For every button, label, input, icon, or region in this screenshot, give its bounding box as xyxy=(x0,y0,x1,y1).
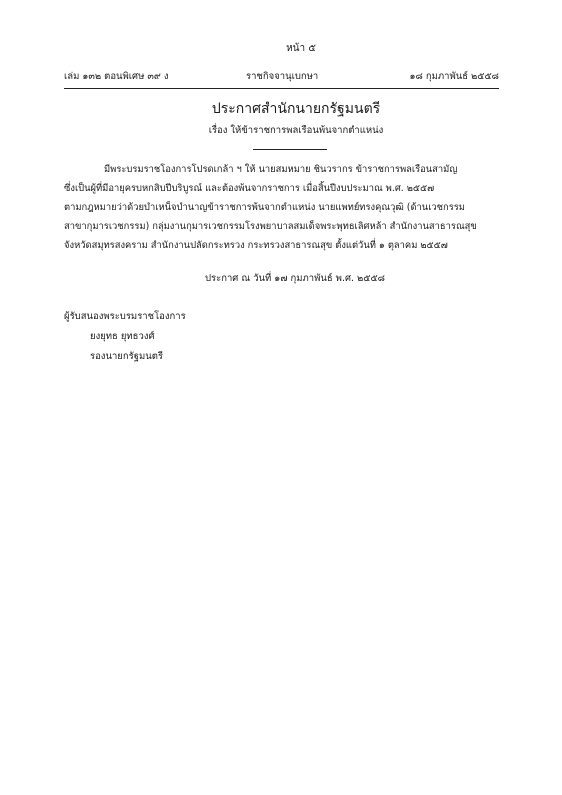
header-divider xyxy=(64,88,499,89)
body-line: ตามกฎหมายว่าด้วยบำเหน็จบำนาญข้าราชการพ้นจากตำแหน่ง นายแพทย์ทรงคุณวุฒิ (ด้านเวชกรรม xyxy=(64,202,465,213)
body-line: จังหวัดสมุทรสงคราม สำนักงานปลัดกระทรวง กระทรวงสาธารณสุข ตั้งแต่วันที่ ๑ ตุลาคม ๒๕๕๗ xyxy=(64,240,448,251)
body-line: มีพระบรมราชโองการโปรดเกล้า ฯ ให้ นายสมหมาย ชินวรากร ข้าราชการพลเรือนสามัญ xyxy=(104,164,458,175)
signature-block xyxy=(64,307,364,367)
announcement-body xyxy=(64,160,499,255)
gazette-header xyxy=(64,70,499,84)
gazette-name: ราชกิจจานุเบกษา xyxy=(246,71,319,82)
publication-date: ๑๘ กุมภาพันธ์ ๒๕๕๘ xyxy=(409,71,499,82)
body-line: ซึ่งเป็นผู้ที่มีอายุครบหกสิบปีบริบูรณ์ และต้องพ้นจากราชการ เมื่อสิ้นปีงบประมาณ พ.ศ. ๒๕๕๗ xyxy=(64,183,435,194)
page-number: หน้า ๕ xyxy=(286,43,316,54)
announcement-date: ประกาศ ณ วันที่ ๑๗ กุมภาพันธ์ พ.ศ. ๒๕๕๘ xyxy=(204,273,386,284)
volume-issue: เล่ม ๑๓๒ ตอนพิเศษ ๓๙ ง xyxy=(64,71,169,82)
title-divider xyxy=(253,149,327,150)
body-line: สาขากุมารเวชกรรม) กลุ่มงานกุมารเวชกรรมโรงพยาบาลสมเด็จพระพุทธเลิศหล้า สำนักงานสาธารณสุข xyxy=(64,221,477,232)
countersign-label: ผู้รับสนองพระบรมราชโองการ xyxy=(64,311,186,322)
signatory-name: ยงยุทธ ยุทธวงศ์ xyxy=(90,331,155,342)
signatory-position: รองนายกรัฐมนตรี xyxy=(90,351,163,362)
document-title: ประกาศสำนักนายกรัฐมนตรี xyxy=(211,101,381,117)
document-subject: เรื่อง ให้ข้าราชการพลเรือนพ้นจากตำแหน่ง xyxy=(208,125,384,136)
